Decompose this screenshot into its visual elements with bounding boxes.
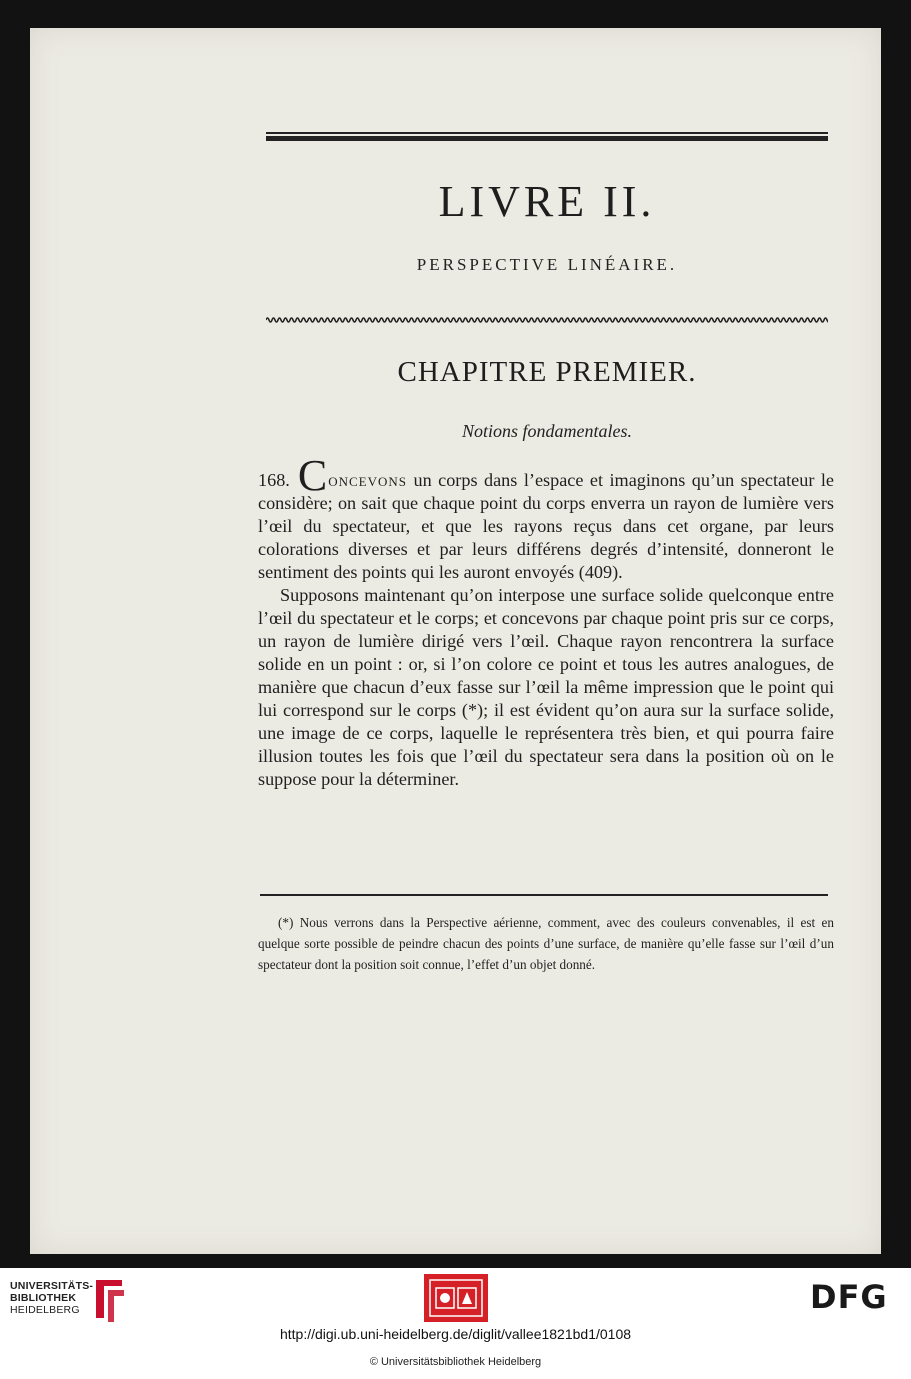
book-page bbox=[30, 28, 881, 1254]
paragraph-168 bbox=[258, 451, 834, 584]
section-title: Notions fondamentales. bbox=[462, 421, 632, 441]
chapter-title: CHAPITRE PREMIER. bbox=[397, 356, 697, 388]
paragraph-2: Supposons maintenant qu’on interpose une surface solide quelconque entre l’œil du spectateur et le corps; et concevons par chaque point pris sur ce corps, un rayon de lumière dirigé vers l’œil. Chaque rayon rencontrera la surface solide en un point : or, si l’on colore ce point et tous les autres analogues, de manière que chacun d’eux fasse sur l’œil la même impression que le point qui lui correspond sur le corps (*); il est évident qu’on aura sur la surface solide, une image de ce corps, laquelle le représentera très bien, et qui pourra faire illusion toutes les fois que l’œil du spectateur sera dans la position où on le suppose pour la déterminer. bbox=[258, 585, 834, 789]
double-rule bbox=[266, 132, 828, 142]
wavy-rule bbox=[266, 316, 828, 324]
library-name bbox=[10, 1280, 93, 1316]
body-text bbox=[258, 451, 834, 791]
book-subtitle: PERSPECTIVE LINÉAIRE. bbox=[416, 255, 678, 274]
paragraph-168-text: un corps dans l’espace et imaginons qu’un spectateur le considère; on sait que chaque point du corps enverra un rayon de lumière vers l’œil du spectateur, et que les rayons reçus dans cet organe, par leurs colorations diverses et par leurs différens degrés d’intensité, donneront le sentiment des points qui les auront envoyés (409). bbox=[258, 470, 834, 582]
seal-logo-icon bbox=[424, 1274, 488, 1322]
library-line-2: BIBLIOTHEK bbox=[10, 1292, 77, 1304]
drop-cap: C bbox=[297, 451, 328, 500]
footer bbox=[0, 1268, 911, 1379]
footnote-text: (*) Nous verrons dans la Perspective aérienne, comment, avec des couleurs convenables, il est en quelque sorte possible de peindre chacun des points d’une surface, de manière qu’elle fasse sur l’œil d’un spectateur dont la position soit connue, l’effet d’un objet donné. bbox=[258, 915, 834, 972]
page-url[interactable]: http://digi.ub.uni-heidelberg.de/diglit/vallee1821bd1/0108 bbox=[279, 1326, 632, 1342]
footnote bbox=[258, 912, 834, 975]
opening-word: oncevons bbox=[328, 470, 407, 490]
dfg-logo: DFG bbox=[810, 1278, 888, 1316]
library-line-3: HEIDELBERG bbox=[10, 1304, 80, 1316]
library-line-1: UNIVERSITÄTS- bbox=[10, 1280, 94, 1292]
paragraph-number: 168. bbox=[258, 470, 290, 490]
book-title: LIVRE II. bbox=[438, 177, 656, 226]
copyright: © Universitätsbibliothek Heidelberg bbox=[369, 1356, 542, 1368]
footnote-rule bbox=[260, 894, 828, 896]
ub-logo-icon bbox=[92, 1274, 128, 1324]
